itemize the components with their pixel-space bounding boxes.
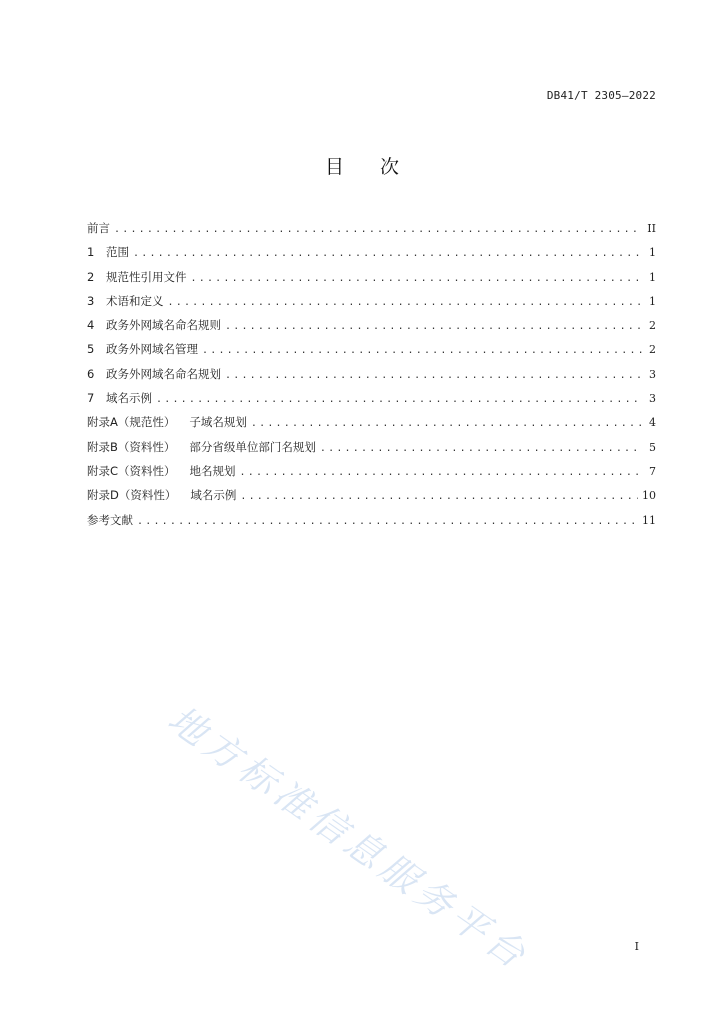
toc-entry-page: 1 xyxy=(649,294,656,308)
toc-entry-page: 4 xyxy=(649,416,656,430)
toc-entry-page: 2 xyxy=(649,343,656,357)
toc-leader-dots xyxy=(156,388,642,412)
toc-entry-label: 地名规划 xyxy=(189,463,236,478)
toc-entry-label: 域名示例 xyxy=(106,391,152,406)
toc-leader-dots xyxy=(114,218,642,242)
toc-entry-number: 2 xyxy=(87,269,95,284)
toc-annex-kind: （资料性） xyxy=(118,463,176,478)
toc-entry-page: 3 xyxy=(649,367,656,381)
toc-entry-terms[interactable] xyxy=(87,289,656,313)
toc-leader-dots xyxy=(320,437,642,461)
toc-entry-number: 4 xyxy=(87,318,95,333)
toc-entry-bibliography[interactable] xyxy=(87,508,656,532)
toc-leader-dots xyxy=(240,485,638,509)
toc-annex-label: 附录C xyxy=(87,463,119,478)
toc-entry-label: 前言 xyxy=(87,221,110,235)
toc-entry-number: 5 xyxy=(87,342,95,357)
toc-entry-page: 1 xyxy=(649,270,656,284)
toc-entry-naming-rules[interactable] xyxy=(87,313,656,337)
toc-leader-dots xyxy=(137,510,638,534)
standard-code: DB41/T 2305—2022 xyxy=(546,89,656,102)
toc-annex-kind: （资料性） xyxy=(118,488,177,503)
toc-entry-number: 7 xyxy=(87,391,95,406)
toc-entry-annex-d[interactable] xyxy=(87,483,656,507)
toc-entry-domain-examples[interactable] xyxy=(87,386,656,410)
toc-leader-dots xyxy=(225,315,642,339)
toc-entry-annex-c[interactable] xyxy=(87,459,656,483)
toc-entry-label: 域名示例 xyxy=(190,488,237,503)
toc-leader-dots xyxy=(225,364,642,388)
toc-entry-normative-references[interactable] xyxy=(87,265,656,289)
toc-annex-label: 附录A xyxy=(87,415,118,430)
toc-annex-kind: （资料性） xyxy=(117,439,176,454)
toc-entry-domain-management[interactable] xyxy=(87,337,656,361)
toc-entry-label: 政务外网域名管理 xyxy=(106,342,198,357)
toc-entry-page: 1 xyxy=(649,246,656,260)
toc-leader-dots xyxy=(240,461,642,485)
toc-entry-page: 11 xyxy=(642,513,656,527)
toc-annex-label: 附录D xyxy=(87,488,119,503)
toc-entry-label: 政务外网域名命名规划 xyxy=(106,366,221,381)
toc-entry-annex-a[interactable] xyxy=(87,410,656,434)
toc-leader-dots xyxy=(251,412,642,436)
toc-title: 目次 xyxy=(324,156,435,178)
toc-entry-foreword[interactable] xyxy=(87,216,656,240)
toc-leader-dots xyxy=(133,242,642,266)
table-of-contents xyxy=(87,216,656,532)
toc-leader-dots xyxy=(191,267,643,291)
toc-entry-label: 政务外网域名命名规则 xyxy=(106,318,221,333)
toc-entry-label: 参考文献 xyxy=(87,512,133,527)
toc-entry-page: II xyxy=(647,222,656,235)
toc-entry-page: 10 xyxy=(642,489,656,503)
toc-entry-page: 2 xyxy=(649,319,656,333)
toc-entry-naming-planning[interactable] xyxy=(87,362,656,386)
toc-entry-label: 范围 xyxy=(106,245,129,260)
toc-annex-kind: （规范性） xyxy=(117,415,176,430)
toc-entry-number: 6 xyxy=(87,366,95,381)
toc-entry-number: 1 xyxy=(87,245,95,260)
toc-entry-number: 3 xyxy=(87,293,95,308)
watermark-text: 地方标准信息服务平台 xyxy=(160,697,538,980)
toc-entry-label: 子域名规划 xyxy=(189,415,247,430)
toc-annex-label: 附录B xyxy=(87,439,118,454)
toc-leader-dots xyxy=(168,291,643,315)
toc-leader-dots xyxy=(202,339,642,363)
toc-entry-annex-b[interactable] xyxy=(87,435,656,459)
page-number: I xyxy=(634,940,639,953)
toc-entry-scope[interactable] xyxy=(87,240,656,264)
toc-entry-label: 术语和定义 xyxy=(106,293,164,308)
toc-entry-page: 5 xyxy=(649,440,656,454)
toc-entry-label: 部分省级单位部门名规划 xyxy=(189,439,316,454)
toc-entry-page: 7 xyxy=(649,464,656,478)
toc-entry-label: 规范性引用文件 xyxy=(106,269,187,284)
toc-entry-page: 3 xyxy=(649,392,656,406)
